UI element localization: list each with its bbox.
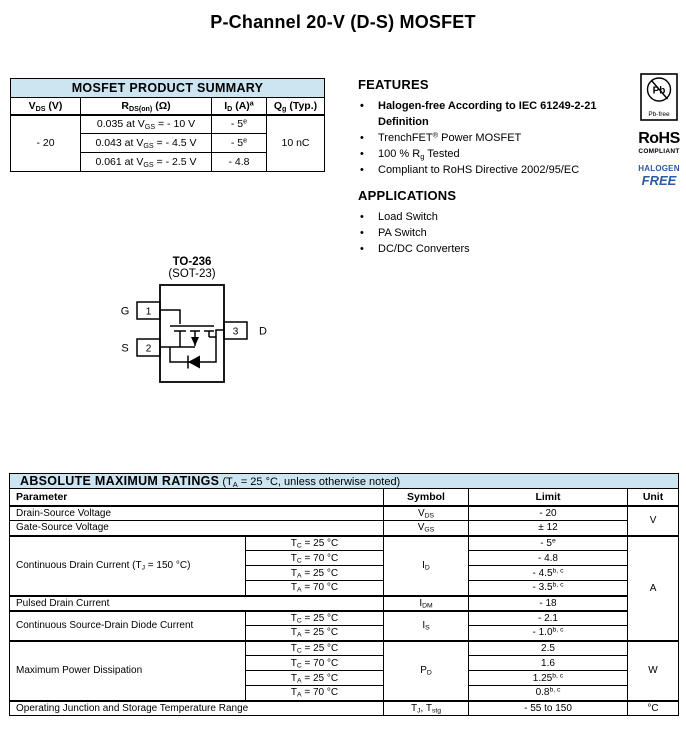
drain-label: D: [259, 325, 267, 338]
package-body: [160, 285, 224, 382]
application-item: • DC/DC Converters: [360, 243, 470, 255]
applications-title: APPLICATIONS: [358, 188, 457, 203]
condition-cell: $T_A = 25$ °C: [246, 671, 384, 686]
symbol-cell: $I_{DM}$: [384, 596, 469, 611]
table-row: [10, 596, 679, 611]
source-label: S: [121, 342, 129, 355]
symbol-cell: $V_{DS}$: [384, 506, 469, 521]
pin1-number: 1: [145, 306, 152, 318]
bullet-icon: •: [360, 211, 364, 223]
rdson-cell: 0.061 at $V_{GS}$ = - 2.5 V: [81, 153, 212, 172]
bullet-icon: •: [360, 132, 364, 144]
features-title: FEATURES: [358, 77, 429, 92]
symbol-cell: $I_D$: [384, 536, 469, 596]
condition-cell: $T_C = 70$ °C: [246, 551, 384, 566]
limit-cell: - 55 to 150: [469, 701, 628, 716]
gate-label: G: [120, 305, 130, 318]
compliance-badges: [633, 73, 685, 188]
feature-item: • Halogen-free According to IEC 61249-2-21 Definition: [360, 100, 597, 128]
package-subname: (SOT-23): [168, 268, 216, 280]
condition-cell: $T_A = 25$ °C: [246, 566, 384, 581]
bullet-icon: •: [360, 243, 364, 255]
condition-cell: $T_A = 70$ °C: [246, 686, 384, 701]
limit-cell: - 4.5$^{b, c}$: [469, 566, 628, 581]
limit-cell: 1.25$^{b, c}$: [469, 671, 628, 686]
id-cell: - 5e: [212, 115, 267, 134]
rdson-cell: 0.035 at $V_{GS}$ = - 10 V: [81, 115, 212, 134]
limit-cell: 2.5: [469, 641, 628, 656]
id-cell: - 4.8: [212, 153, 267, 172]
col-header-vds: $V_{DS}$ (V): [11, 98, 81, 115]
col-header-rdson: $R_{DS(on)}$ (Ω): [81, 98, 212, 115]
col-header-symbol: Symbol: [384, 489, 469, 506]
pb-free-label: Pb-free: [648, 111, 670, 118]
table-row: [10, 536, 679, 551]
package-diagram: [112, 256, 282, 395]
pb-label: Pb: [652, 85, 666, 97]
product-summary-title: MOSFET PRODUCT SUMMARY: [11, 79, 325, 98]
col-header-qg: $Q_g$ (Typ.): [267, 98, 325, 115]
param-cell: Maximum Power Dissipation: [10, 641, 246, 701]
bullet-icon: •: [360, 227, 364, 239]
abs-max-title: ABSOLUTE MAXIMUM RATINGS ($T_A = 25$ °C, unless otherwise noted): [10, 474, 679, 489]
limit-cell: - 18: [469, 596, 628, 611]
halogen-label: HALOGEN: [638, 164, 680, 173]
table-row: [10, 611, 679, 626]
pin2-number: 2: [145, 343, 152, 355]
param-cell: Gate-Source Voltage: [10, 521, 384, 536]
col-header-parameter: Parameter: [10, 489, 384, 506]
limit-cell: - 20: [469, 506, 628, 521]
qg-value-cell: 10 nC: [267, 115, 325, 172]
condition-cell: $T_C = 25$ °C: [246, 536, 384, 551]
limit-cell: - 1.0$^{b, c}$: [469, 626, 628, 641]
limit-cell: - 3.5$^{b, c}$: [469, 581, 628, 596]
table-row: [10, 641, 679, 656]
param-cell: Drain-Source Voltage: [10, 506, 384, 521]
limit-cell: - 5e: [469, 536, 628, 551]
mosfet-symbol: [160, 310, 224, 362]
body-diode-icon: [188, 356, 200, 369]
application-item: • PA Switch: [360, 227, 427, 239]
condition-cell: $T_C = 25$ °C: [246, 641, 384, 656]
condition-cell: $T_A = 70$ °C: [246, 581, 384, 596]
bullet-icon: •: [360, 164, 364, 176]
rohs-label: RoHS: [638, 130, 680, 147]
table-row: [11, 115, 325, 134]
mosfet-arrow-icon: [191, 337, 199, 346]
rdson-cell: 0.043 at $V_{GS}$ = - 4.5 V: [81, 134, 212, 153]
pin3-number: 3: [232, 326, 239, 338]
symbol-cell: $I_S$: [384, 611, 469, 641]
param-cell: Continuous Source-Drain Diode Current: [10, 611, 246, 641]
param-cell: Pulsed Drain Current: [10, 596, 384, 611]
pb-free-icon: [640, 73, 678, 121]
table-row: [10, 506, 679, 521]
param-cell: Continuous Drain Current ($T_J = 150$ °C): [10, 536, 246, 596]
compliant-label: COMPLIANT: [638, 148, 680, 155]
free-label: FREE: [641, 173, 677, 188]
features-section: [358, 77, 626, 178]
col-header-unit: Unit: [628, 489, 679, 506]
feature-item: • 100 % $R_g$ Tested: [360, 148, 460, 161]
limit-cell: - 4.8: [469, 551, 628, 566]
bullet-icon: •: [360, 100, 364, 112]
id-cell: - 5e: [212, 134, 267, 153]
vds-value-cell: - 20: [11, 115, 81, 172]
symbol-cell: $P_D$: [384, 641, 469, 701]
package-name: TO-236: [172, 256, 212, 268]
absolute-maximum-ratings-table: [9, 473, 679, 716]
limit-cell: - 2.1: [469, 611, 628, 626]
limit-cell: ± 12: [469, 521, 628, 536]
bullet-icon: •: [360, 148, 364, 160]
limit-cell: 0.8$^{b, c}$: [469, 686, 628, 701]
col-header-id: $I_D$ $(A)^a$: [212, 98, 267, 115]
condition-cell: $T_A = 25$ °C: [246, 626, 384, 641]
symbol-cell: $V_{GS}$: [384, 521, 469, 536]
applications-section: [358, 188, 626, 257]
package-outline-drawing: [112, 282, 282, 390]
symbol-cell: $T_J$, $T_{stg}$: [384, 701, 469, 716]
condition-cell: $T_C = 70$ °C: [246, 656, 384, 671]
feature-item: • TrenchFET® Power MOSFET: [360, 130, 522, 144]
condition-cell: $T_C = 25$ °C: [246, 611, 384, 626]
col-header-limit: Limit: [469, 489, 628, 506]
unit-cell: °C: [628, 701, 679, 716]
unit-cell: V: [628, 506, 679, 536]
feature-item: • Compliant to RoHS Directive 2002/95/EC: [360, 164, 580, 176]
application-item: • Load Switch: [360, 211, 438, 223]
page-title: P-Channel 20-V (D-S) MOSFET: [210, 12, 476, 32]
unit-cell: A: [628, 536, 679, 641]
param-cell: Operating Junction and Storage Temperature Range: [10, 701, 384, 716]
unit-cell: W: [628, 641, 679, 701]
limit-cell: 1.6: [469, 656, 628, 671]
table-row: [10, 701, 679, 716]
table-row: [10, 521, 679, 536]
product-summary-table: [10, 78, 325, 172]
